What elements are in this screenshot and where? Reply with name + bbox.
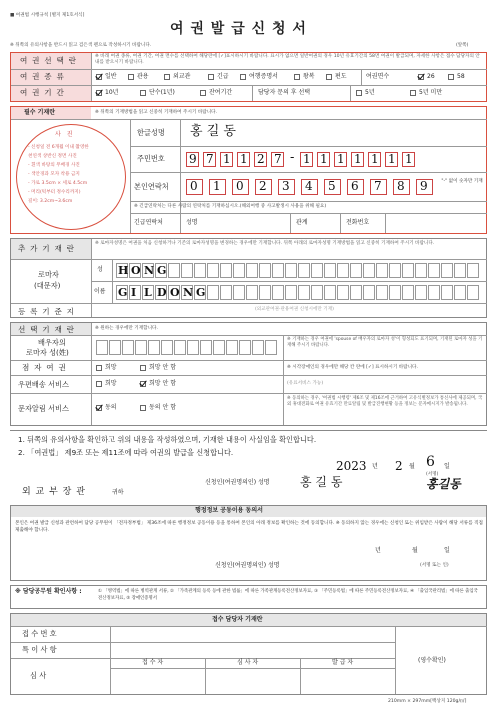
surname-cell[interactable] xyxy=(207,263,219,278)
sign-hint: (서명) xyxy=(426,472,439,477)
applicant-label: 신청인(여권명의인) 성명 xyxy=(205,479,270,486)
phone-digit: 6 xyxy=(351,179,359,193)
given-name-label: 이름 xyxy=(94,288,106,295)
surname-cell[interactable] xyxy=(259,263,271,278)
consent-text: 본인은 여권 발급 신청과 관련하여 담당 공무원이 「전자정부법」 제36조에 따른 행정정보 공동이용 등을 통하여 본인의 아래 정보를 확인하는 것에 동의합니다. ※ 동의하지 않는 경우에는 신청인 또는 위임받은 사람이 해당 서류를 직접 제출해야 합니다. xyxy=(15,521,483,533)
spouse-surname-cell[interactable] xyxy=(161,340,173,355)
passport-period-option-label: 10년 xyxy=(105,89,119,96)
form-reference: ■ 여권법 시행규칙 [별지 제1호서식] xyxy=(10,13,85,18)
minister-suffix: 귀하 xyxy=(112,489,124,496)
sms-yes-label: 동의 xyxy=(105,404,117,411)
spouse-surname-cell[interactable] xyxy=(187,340,199,355)
rrn-digit: 1 xyxy=(371,152,379,166)
rrn-digit: 1 xyxy=(354,152,362,166)
given-name-cell[interactable] xyxy=(233,285,245,300)
passport-type-option-label: 일반 xyxy=(105,73,117,80)
emergency-name-label: 성명 xyxy=(186,219,198,226)
spouse-label-2: 로마자 성(姓) xyxy=(26,348,69,357)
passport-selection-label: 여 권 선 택 란 xyxy=(20,56,78,65)
form-notice: ※ 뒤쪽의 유의사항을 반드시 읽고 검은색 펜으로 작성하시기 바랍니다. xyxy=(10,43,152,48)
given-name-letter: G xyxy=(118,286,128,299)
given-name-cell[interactable] xyxy=(454,285,466,300)
spouse-surname-cell[interactable] xyxy=(200,340,212,355)
phone-digit: 7 xyxy=(374,179,382,193)
surname-cell[interactable] xyxy=(298,263,310,278)
optional-section-label: 추 가 기 재 란 xyxy=(18,244,76,253)
date-day[interactable]: 6 xyxy=(426,454,435,470)
sms-no-label: 동의 안 함 xyxy=(149,404,176,411)
name-label: 한글성명 xyxy=(137,128,165,137)
passport-type-label: 여 권 종 류 xyxy=(20,72,65,81)
reviewer-label: 심 사 자 xyxy=(237,659,259,666)
phone-digit: 2 xyxy=(259,179,267,193)
phone-digit: 8 xyxy=(397,179,405,193)
photo-guideline-line: - 가로 3.5cm × 세로 4.5cm xyxy=(28,181,88,186)
passport-type-checkbox-4[interactable] xyxy=(208,74,214,80)
passport-period-option-label: 잔여기간 xyxy=(209,89,233,96)
passport-type-option-label: 여행증명서 xyxy=(249,73,278,80)
passport-type-checkbox-2[interactable] xyxy=(128,74,134,80)
given-name-cell[interactable] xyxy=(220,285,232,300)
mail-yes-label: 희망 xyxy=(105,380,117,387)
spouse-label: 배우자의 xyxy=(38,338,66,347)
date-year-unit: 년 xyxy=(372,463,378,470)
spouse-surname-cell[interactable] xyxy=(213,340,225,355)
registry-note: (외교관여권·관용여권 신청시에만 기재) xyxy=(255,307,334,312)
phone-label: 본인연락처 xyxy=(134,182,169,191)
spouse-surname-cell[interactable] xyxy=(239,340,251,355)
given-name-cell[interactable] xyxy=(246,285,258,300)
date-day-unit: 일 xyxy=(444,463,450,470)
given-name-cell[interactable] xyxy=(337,285,349,300)
date-month[interactable]: 2 xyxy=(395,459,403,473)
form-title: 여 권 발 급 신 청 서 xyxy=(170,21,307,37)
spouse-surname-cell[interactable] xyxy=(174,340,186,355)
applicant-signature[interactable]: 홍길동 xyxy=(426,477,461,491)
surname-letter: N xyxy=(144,264,155,277)
given-name-cell[interactable] xyxy=(350,285,362,300)
given-name-letter: I xyxy=(131,286,137,299)
rrn-label: 주민번호 xyxy=(137,154,165,163)
surname-cell[interactable] xyxy=(311,263,323,278)
rrn-digit: 1 xyxy=(303,152,311,166)
spouse-surname-cell[interactable] xyxy=(96,340,108,355)
passport-period-checkbox-2[interactable] xyxy=(140,90,146,96)
staff-pick-checkbox-1[interactable] xyxy=(356,90,362,96)
given-name-cell[interactable] xyxy=(441,285,453,300)
surname-cell[interactable] xyxy=(246,263,258,278)
given-name-cell[interactable] xyxy=(415,285,427,300)
surname-cell[interactable] xyxy=(441,263,453,278)
required-section-note: ※ 뒤쪽의 기재방법을 읽고 신중히 기재하여 주시기 바랍니다. xyxy=(95,110,218,115)
date-year[interactable]: 2023 xyxy=(336,459,367,473)
surname-cell[interactable] xyxy=(428,263,440,278)
sms-note: ※ 동의하는 경우, '여권법 시행령' 제6조 및 제16조에 근거하여 고유식별정보가 통신사에 제공되며, 국외 휴대전화로 여권 유효기간 만료알림 및 발급진행현황 등을 정보는 문자메시지가 발송됩니다. xyxy=(287,396,483,407)
phone-digit: 1 xyxy=(213,179,221,193)
declaration-line-2: 2. 「여권법」 제9조 또는 제11조에 따라 여권의 발급을 신청합니다. xyxy=(18,448,234,457)
given-name-letter: D xyxy=(157,286,167,299)
emergency-label: 긴급연락처 xyxy=(134,219,163,226)
declaration-line-1: 1. 뒤쪽의 유의사항을 확인하고 위의 내용을 작성하였으며, 기재한 내용이 사실임을 확인합니다. xyxy=(18,435,317,444)
spouse-note: ※ 기재하는 경우 여권에 'spouse of 배우자의 로마자 성'이 형성되도 표기되며, 기재된 로마자 성을 기재해 주시기 바랍니다. xyxy=(287,337,483,348)
consent-signer-label: 신청인(여권명의인) 성명 xyxy=(215,562,280,569)
spouse-surname-cell[interactable] xyxy=(109,340,121,355)
consent-date-month: 월 xyxy=(412,547,418,554)
rrn-digit: 7 xyxy=(206,152,214,166)
passport-period-checkbox-1[interactable] xyxy=(96,90,102,96)
phone-digit: 0 xyxy=(190,179,198,193)
given-name-cell[interactable] xyxy=(389,285,401,300)
side-tag: (앞쪽) xyxy=(456,43,469,48)
verify-items: ① 「병역법」에 따른 병역관계 서류, ② 「가족관계의 등록 등에 관한 법률」에 따른 가족관계등록전산정보자료, ③ 「주민등록법」에 따른 주민등록전산정보자료, ④ 「출입국관리법」에 따른 출입국전산정보자료, ⑤ 장애인증명서 xyxy=(98,589,478,601)
choice-section-label: 선 택 기 재 란 xyxy=(18,325,76,334)
photo-guideline-line: - 색안경과 모자 착용 금지 xyxy=(28,172,80,177)
braille-note: ※ 시각장애인의 경우에만 해당 칸 란에 [✓] 표시하시기 바랍니다. xyxy=(287,365,418,370)
given-name-letter: O xyxy=(170,286,180,299)
sms-service-label: 문자알림 서비스 xyxy=(18,404,69,413)
passport-type-option-label: 긴급 xyxy=(217,73,229,80)
verify-label: ※ 담당공무원 확인사항 : xyxy=(15,588,82,595)
passport-type-checkbox-3[interactable] xyxy=(164,74,170,80)
spouse-surname-cell[interactable] xyxy=(148,340,160,355)
surname-cell[interactable] xyxy=(350,263,362,278)
surname-letter: H xyxy=(118,264,129,277)
rrn-digit: 1 xyxy=(405,152,413,166)
passport-pages-checkbox-1[interactable] xyxy=(418,74,424,80)
surname-cell[interactable] xyxy=(194,263,206,278)
phone-digit: 9 xyxy=(420,179,428,193)
photo-guideline-line: 천연색 상반신 정면 사진 xyxy=(28,154,77,159)
passport-pages-option-label: 58 xyxy=(457,73,465,80)
passport-type-option-label: 외교관 xyxy=(173,73,191,80)
selection-note: ※ 바래 여권 종류, 여권 기간, 여권 면수를 선택하여 해당란에 [✓]표시하시기 바랍니다. 표시가 없으면 일반여권의 경우 10년 유효기간의 58면 여권이 발급되며, 자세한 사항은 접수 담당자의 안내를 받으시기 바랍니다. xyxy=(95,54,480,65)
mail-yes-checkbox[interactable] xyxy=(96,381,102,387)
passport-pages-option-label: 26 xyxy=(427,73,435,80)
mail-no-label: 희망 안 함 xyxy=(149,380,176,387)
given-name-cell[interactable] xyxy=(298,285,310,300)
surname-cell[interactable] xyxy=(285,263,297,278)
surname-cell[interactable] xyxy=(168,263,180,278)
rrn-digit: 1 xyxy=(320,152,328,166)
rrn-digit: 7 xyxy=(274,152,282,166)
staff-pick-option-label: 5년 미만 xyxy=(419,89,443,96)
office-title: 접수 담당자 기재란 xyxy=(212,616,263,623)
surname-cell[interactable] xyxy=(389,263,401,278)
applicant-name[interactable]: 홍 길 동 xyxy=(300,475,343,489)
rrn-digit: 1 xyxy=(337,152,345,166)
passport-type-checkbox-5[interactable] xyxy=(240,74,246,80)
passport-period-checkbox-3[interactable] xyxy=(200,90,206,96)
given-name-cell[interactable] xyxy=(467,285,479,300)
emergency-phone-label: 전화번호 xyxy=(346,219,370,226)
given-name-cell[interactable] xyxy=(285,285,297,300)
photo-title: 사 진 xyxy=(55,131,75,138)
braille-no-checkbox[interactable] xyxy=(140,365,146,371)
surname-letter: G xyxy=(157,264,167,277)
phone-digit: 3 xyxy=(282,179,290,193)
photo-guideline-line: - 흰색 바탕의 무배경 사진 xyxy=(28,163,80,168)
surname-cell[interactable] xyxy=(220,263,232,278)
spouse-surname-cell[interactable] xyxy=(122,340,134,355)
photo-guideline-line: - 머리(턱부터 정수리까지) xyxy=(28,190,81,195)
passport-type-checkbox-6[interactable] xyxy=(294,74,300,80)
mail-service-label: 우편배송 서비스 xyxy=(18,380,69,389)
given-name-cell[interactable] xyxy=(259,285,271,300)
choice-section-note: ※ 원하는 경우에만 기재합니다. xyxy=(95,326,158,331)
phone-digit: 5 xyxy=(328,179,336,193)
staff-pick-label: 담당자 문의 후 선택 xyxy=(258,89,311,96)
issuer-label: 발 급 자 xyxy=(332,659,354,666)
given-name-cell[interactable] xyxy=(272,285,284,300)
given-name-letter: G xyxy=(196,286,206,299)
rrn-digit: 2 xyxy=(257,152,265,166)
surname-cell[interactable] xyxy=(415,263,427,278)
rrn-separator: - xyxy=(290,150,295,165)
registry-label: 등 록 기 준 지 xyxy=(18,307,76,316)
surname-cell[interactable] xyxy=(233,263,245,278)
optional-section-note: ※ 로마자성명은 여권을 처음 신청하거나 기존의 로마자성명을 변경하는 경우에만 기재합니다. 뒤쪽 아래의 로마자성명 기재방법을 읽고 신중히 기재하여 주시기 바랍니다. xyxy=(95,241,435,246)
phone-digit: 4 xyxy=(305,179,313,193)
consent-date-year: 년 xyxy=(375,547,381,554)
spouse-surname-cell[interactable] xyxy=(252,340,264,355)
required-section-label: 필수 기재란 xyxy=(24,109,56,116)
rrn-digit: 1 xyxy=(388,152,396,166)
mail-no-checkbox[interactable] xyxy=(140,381,146,387)
staff-pick-option-label: 5년 xyxy=(365,89,375,96)
consent-title: 행정정보 공동이용 동의서 xyxy=(195,507,263,514)
passport-type-option-label: 왕복 xyxy=(303,73,315,80)
spouse-surname-cell[interactable] xyxy=(135,340,147,355)
consent-sign-hint: (서명 또는 인) xyxy=(420,563,449,568)
roman-sub-label: (대문자) xyxy=(34,281,61,290)
rrn-digit: 1 xyxy=(223,152,231,166)
braille-yes-label: 희망 xyxy=(105,364,117,371)
given-name-cell[interactable] xyxy=(428,285,440,300)
sms-yes-checkbox[interactable] xyxy=(96,405,102,411)
surname-cell[interactable] xyxy=(181,263,193,278)
sms-no-checkbox[interactable] xyxy=(140,405,146,411)
surname-cell[interactable] xyxy=(402,263,414,278)
braille-label: 점 자 여 권 xyxy=(22,363,67,372)
passport-period-option-label: 단수(1년) xyxy=(149,89,175,96)
surname-cell[interactable] xyxy=(467,263,479,278)
given-name-cell[interactable] xyxy=(363,285,375,300)
surname-cell[interactable] xyxy=(454,263,466,278)
surname-cell[interactable] xyxy=(272,263,284,278)
rrn-digit: 9 xyxy=(189,152,197,166)
photo-guideline-line: 길이: 3.2cm~3.6cm xyxy=(28,199,73,204)
remark-label: 특 이 사 항 xyxy=(22,645,57,654)
surname-cell[interactable] xyxy=(363,263,375,278)
spouse-surname-cell[interactable] xyxy=(226,340,238,355)
consent-date-day: 일 xyxy=(444,547,450,554)
rrn-digit: 1 xyxy=(240,152,248,166)
given-name-letter: N xyxy=(183,286,194,299)
paper-spec: 210mm × 297mm[백상지 120g/㎡] xyxy=(388,699,467,704)
given-name-cell[interactable] xyxy=(324,285,336,300)
phone-note: "-" 없이 숫자만 기재 xyxy=(441,179,483,184)
name-value[interactable]: 홍 길 동 xyxy=(190,124,236,139)
passport-pages-checkbox-2[interactable] xyxy=(448,74,454,80)
receipt-seal-label: (영수확인) xyxy=(418,657,446,664)
emergency-note: ※ 긴급연락처는 다른 사람의 연락처를 기재하십시오.(해외여행 중 사고발생시 사용을 위해 필요) xyxy=(134,204,327,209)
passport-type-option-label: 편도 xyxy=(335,73,347,80)
braille-yes-checkbox[interactable] xyxy=(96,365,102,371)
passport-period-label: 여 권 기 간 xyxy=(20,88,65,97)
given-name-cell[interactable] xyxy=(376,285,388,300)
emergency-relation-label: 관계 xyxy=(296,219,308,226)
given-name-cell[interactable] xyxy=(207,285,219,300)
given-name-letter: L xyxy=(144,286,152,299)
minister-label: 외 교 부 장 관 xyxy=(22,487,86,497)
surname-letter: O xyxy=(131,264,141,277)
review-label: 심 사 xyxy=(30,671,47,680)
mail-note: (유료서비스 가능) xyxy=(287,381,324,386)
braille-no-label: 희망 안 함 xyxy=(149,364,176,371)
spouse-surname-cell[interactable] xyxy=(265,340,277,355)
passport-type-checkbox-1[interactable] xyxy=(96,74,102,80)
passport-pages-label: 여권면수 xyxy=(366,73,390,80)
receipt-number-label: 접 수 번 호 xyxy=(22,629,57,638)
passport-type-option-label: 관용 xyxy=(137,73,149,80)
roman-label: 로마자 xyxy=(38,270,59,279)
surname-cell[interactable] xyxy=(324,263,336,278)
passport-type-checkbox-7[interactable] xyxy=(326,74,332,80)
staff-pick-checkbox-2[interactable] xyxy=(410,90,416,96)
given-name-cell[interactable] xyxy=(311,285,323,300)
phone-digit: 0 xyxy=(236,179,244,193)
date-month-unit: 월 xyxy=(409,463,415,470)
surname-label: 성 xyxy=(97,266,103,273)
surname-cell[interactable] xyxy=(337,263,349,278)
surname-cell[interactable] xyxy=(376,263,388,278)
receiver-label: 접 수 자 xyxy=(142,659,164,666)
given-name-cell[interactable] xyxy=(402,285,414,300)
photo-guideline-line: - 신청일 전 6개월 이내 촬영한 xyxy=(28,145,89,150)
